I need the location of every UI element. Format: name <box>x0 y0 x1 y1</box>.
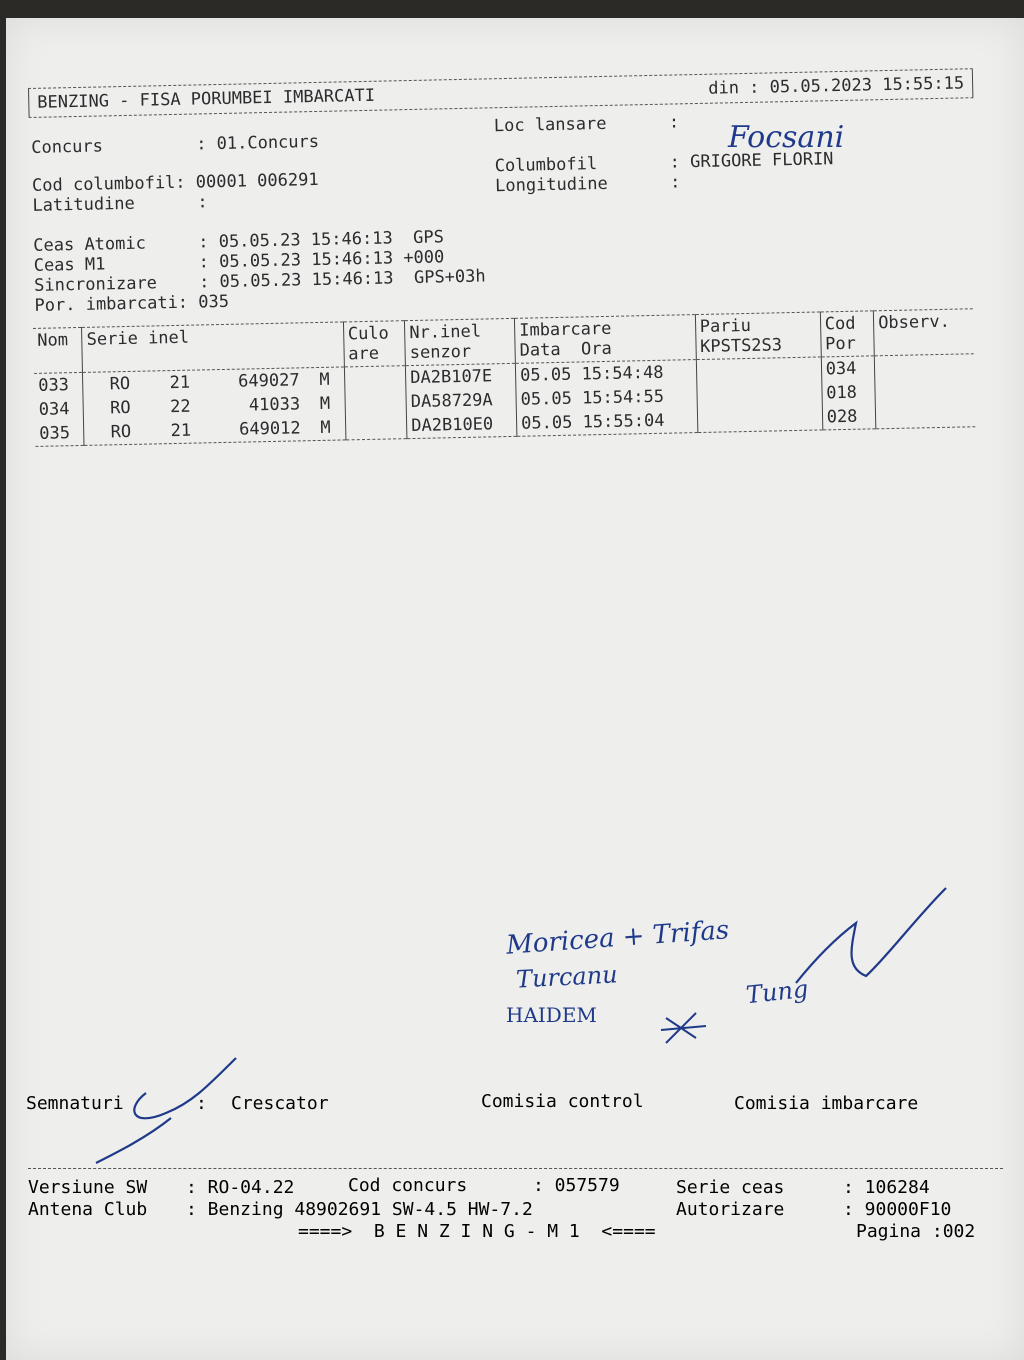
cell-cod-por: 028 <box>822 404 876 430</box>
footer-rule <box>28 1168 1003 1169</box>
versiune-label: Versiune SW <box>28 1177 148 1198</box>
cell-nr-inel: DA58729A <box>406 388 516 414</box>
semnaturi-label: Semnaturi <box>26 1093 124 1114</box>
report-footer <box>28 1168 1003 1243</box>
report-date: din : 05.05.2023 15:55:15 <box>708 73 965 99</box>
antena-label: Antena Club <box>28 1199 148 1220</box>
cod-concurs-label: Cod concurs <box>348 1175 468 1196</box>
cell-nr-inel: DA2B10E0 <box>407 412 517 439</box>
handwritten-names-2b: Tung <box>744 974 810 1010</box>
benzing-brand: ====> B E N Z I N G - M 1 <==== <box>298 1221 656 1242</box>
sincronizare-line: Sincronizare : 05.05.23 15:46:13 GPS+03h <box>33 266 486 296</box>
serie-ceas-label: Serie ceas <box>676 1177 785 1198</box>
antena-value: : Benzing 48902691 SW-4.5 HW-7.2 <box>186 1199 533 1220</box>
comisia-control-label: Comisia control <box>481 1091 644 1112</box>
cell-serie: RO 21 649027 M <box>83 367 345 397</box>
cod-line: Cod columbofil: 00001 006291 <box>31 169 319 196</box>
handwritten-names-2: Turcanu <box>515 960 619 994</box>
col-culoare: Culo are <box>343 321 405 367</box>
autorizare-value: : 90000F10 <box>843 1199 952 1220</box>
serie-ceas-value: : 106284 <box>843 1177 930 1198</box>
handwritten-names-1: Moricea + Trifas <box>505 915 731 961</box>
page-number: Pagina :002 <box>856 1221 976 1242</box>
cell-nom: 034 <box>38 399 70 420</box>
semnaturi-colon: : <box>196 1093 207 1114</box>
crescator-label: Crescator <box>231 1093 329 1114</box>
cell-nom: 035 <box>35 421 84 447</box>
col-pariu: Pariu KPSTS2S3 <box>695 312 821 360</box>
col-cod-por: Cod Por <box>820 311 874 357</box>
long-line: Longitudine : <box>494 172 681 197</box>
cod-concurs-value: : 057579 <box>533 1175 620 1196</box>
signature-strokes <box>6 18 1024 1360</box>
loc-line: Loc lansare : <box>493 112 680 137</box>
cell-imbarcare: 05.05 15:55:04 <box>516 408 697 436</box>
cell-cod-por: 034 <box>821 356 875 382</box>
commission-signature-1 <box>796 888 946 983</box>
concurs-line: Concurs : 01.Concurs <box>31 131 320 158</box>
por-line: Por. imbarcati: 035 <box>34 291 230 316</box>
commission-signature-2 <box>661 1013 706 1043</box>
report-title: BENZING - FISA PORUMBEI IMBARCATI <box>37 85 376 113</box>
cell-nom: 033 <box>38 375 70 396</box>
versiune-value: : RO-04.22 <box>186 1177 295 1198</box>
col-imbarcare: Imbarcare Data Ora <box>514 315 695 364</box>
columbofil-line: Columbofil : GRIGORE FLORIN <box>494 149 834 177</box>
lat-line: Latitudine : <box>32 192 208 216</box>
col-nom: Nom <box>37 330 69 351</box>
paper-sheet <box>6 18 1024 1360</box>
col-nr-inel: Nr.inel senzor <box>405 318 516 365</box>
ceas-m1-line: Ceas M1 : 05.05.23 15:46:13 +000 <box>33 247 445 276</box>
handwritten-loc-lansare: Focsani <box>728 120 845 155</box>
col-observ: Observ. <box>873 309 973 356</box>
autorizare-label: Autorizare <box>676 1199 785 1220</box>
cell-nr-inel: DA2B107E <box>406 363 516 390</box>
handwritten-names-3: HAIDEM <box>506 1003 597 1027</box>
comisia-imbarcare-label: Comisia imbarcare <box>734 1093 919 1114</box>
cell-serie: RO 22 41033 M <box>83 391 345 420</box>
cell-serie: RO 21 649012 M <box>84 415 346 445</box>
ceas-atomic-line: Ceas Atomic : 05.05.23 15:46:13 GPS <box>33 227 445 256</box>
cell-cod-por: 018 <box>821 380 875 405</box>
cell-imbarcare: 05.05 15:54:48 <box>515 360 696 388</box>
col-serie: Serie inel <box>82 322 344 372</box>
cell-imbarcare: 05.05 15:54:55 <box>516 384 697 412</box>
